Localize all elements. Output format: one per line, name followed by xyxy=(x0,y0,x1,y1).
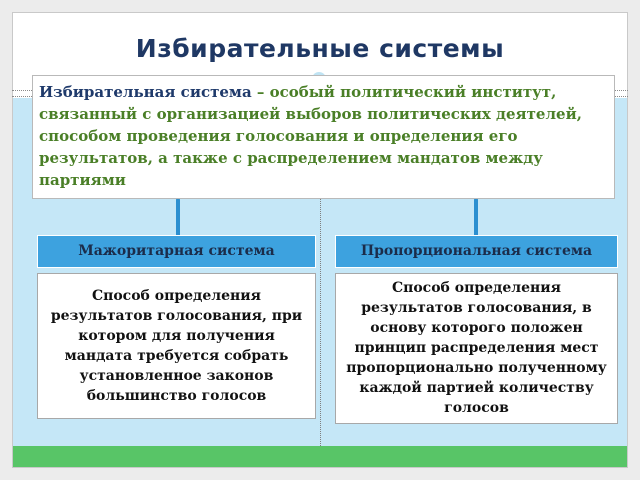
connector-left xyxy=(176,198,180,238)
definition-box xyxy=(32,75,615,199)
connector-right xyxy=(474,198,478,238)
footer-band xyxy=(13,446,627,467)
slide-title: Избирательные системы xyxy=(135,34,505,63)
majoritarian-header: Мажоритарная система xyxy=(37,235,316,268)
majoritarian-text: Способ определения результатов голосования, при котором для получения мандата требуется собрать установленное законов большинство голосов xyxy=(50,288,303,404)
proportional-text: Способ определения результатов голосования, в основу которого положен принцип распределения мест пропорционально полученному каждой партией количеству голосов xyxy=(346,280,607,416)
proportional-header: Пропорциональная система xyxy=(335,235,618,268)
definition-term: Избирательная система xyxy=(39,83,252,101)
proportional-description xyxy=(335,273,618,424)
majoritarian-description xyxy=(37,273,316,419)
definition-text: – особый политический институт, связанный с организацией выборов политических деятелей, способом проведения голосования и определения его результатов, а также с распределением мандатов между партиями xyxy=(39,83,582,189)
